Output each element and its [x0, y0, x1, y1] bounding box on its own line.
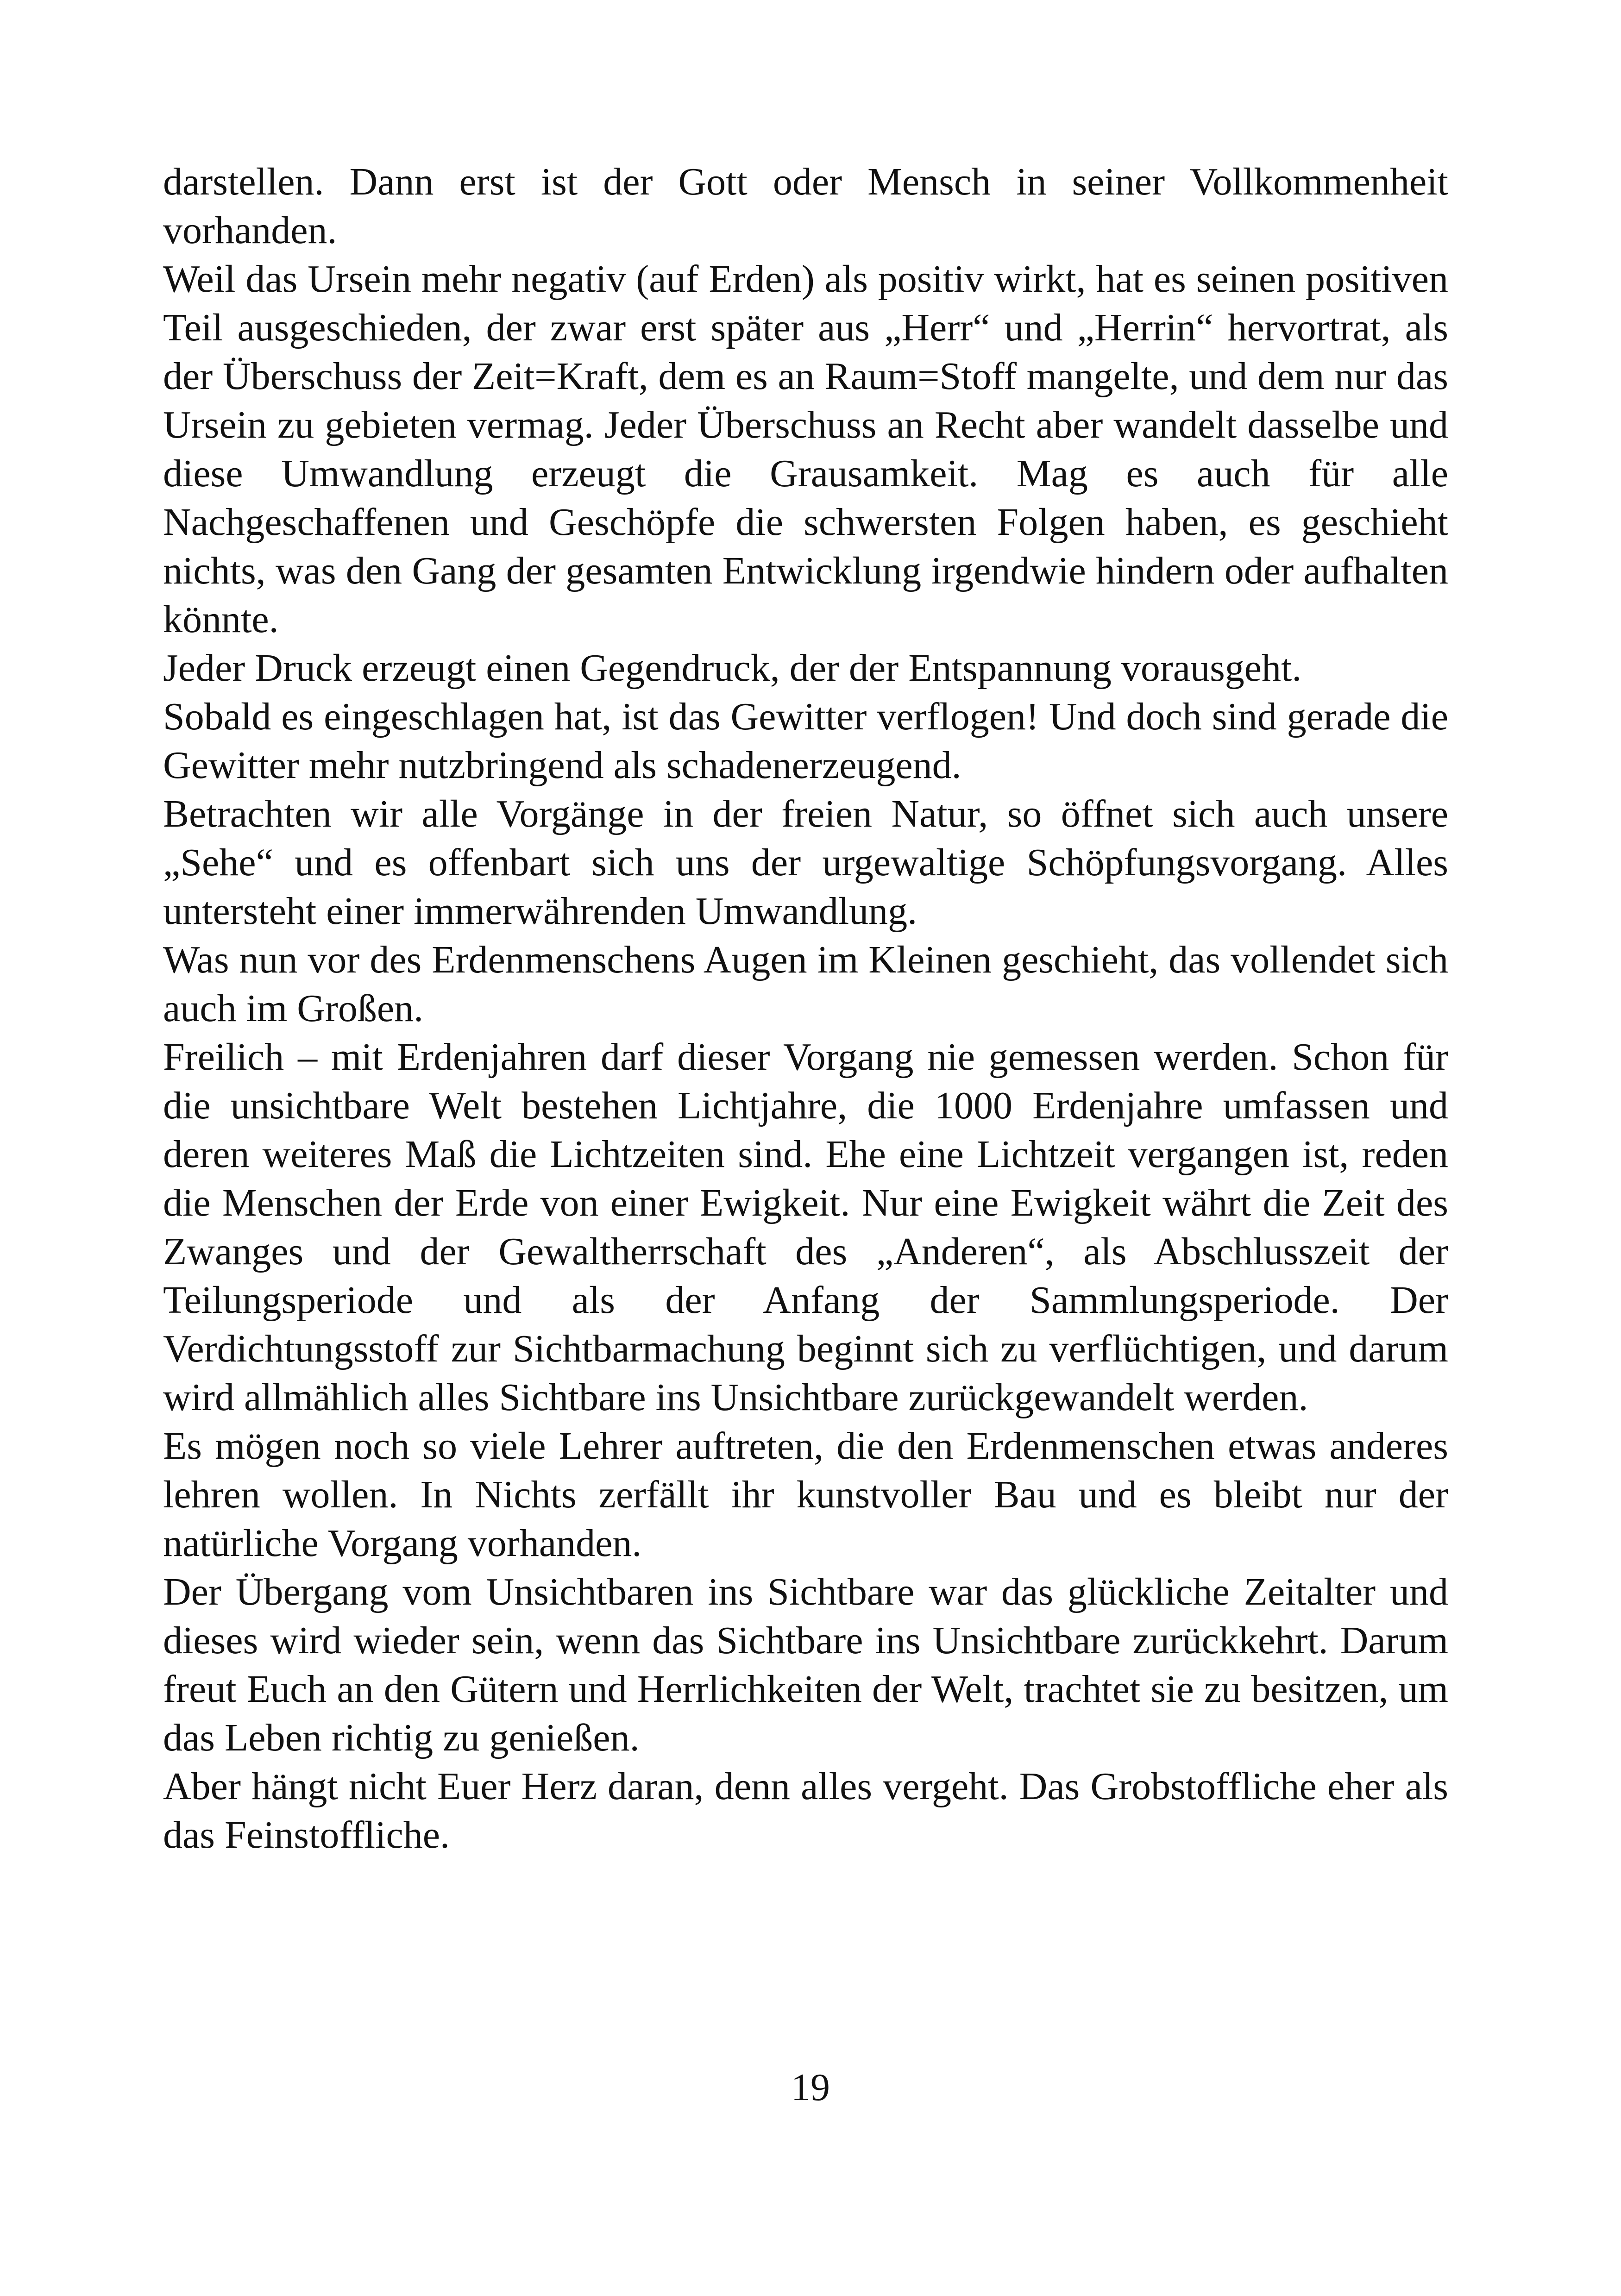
paragraph: Sobald es eingeschlagen hat, ist das Gewitter verflogen! Und doch sind gerade die Gewitter mehr nutzbringend als schadenerzeugend.	[163, 695, 1448, 787]
paragraph: Es mögen noch so viele Lehrer auftreten, die den Erdenmenschen etwas anderes lehren wollen. In Nichts zerfällt ihr kunstvoller Bau und es bleibt nur der natürliche Vorgang vorhanden.	[163, 1424, 1448, 1565]
paragraph: Aber hängt nicht Euer Herz daran, denn alles vergeht. Das Grobstoffliche eher als das Feinstoffliche.	[163, 1765, 1448, 1857]
paragraph: Was nun vor des Erdenmenschens Augen im Kleinen geschieht, das vollendet sich auch im Großen.	[163, 938, 1448, 1030]
paragraph: Freilich – mit Erdenjahren darf dieser Vorgang nie gemessen werden. Schon für die unsichtbare Welt bestehen Lichtjahre, die 1000 Erdenjahre umfassen und deren weiteres Maß die Lichtzeiten sind. Ehe eine Lichtzeit vergangen ist, reden die Menschen der Erde von einer Ewigkeit. Nur eine Ewigkeit währt die Zeit des Zwanges und der Gewaltherrschaft des „Anderen“, als Abschlusszeit der Teilungsperiode und als der Anfang der Sammlungsperiode. Der Verdichtungsstoff zur Sichtbarmachung beginnt sich zu verflüchtigen, und darum wird allmählich alles Sichtbare ins Unsichtbare zurückgewandelt werden.	[163, 1035, 1448, 1419]
paragraph: Weil das Ursein mehr negativ (auf Erden) als positiv wirkt, hat es seinen positiven Teil ausgeschieden, der zwar erst später aus „Herr“ und „Herrin“ hervortrat, als der Überschuss der Zeit=Kraft, dem es an Raum=Stoff mangelte, und dem nur das Ursein zu gebieten vermag. Jeder Überschuss an Recht aber wandelt dasselbe und diese Umwandlung erzeugt die Grausamkeit. Mag es auch für alle Nachgeschaffenen und Geschöpfe die schwersten Folgen haben, es geschieht nichts, was den Gang der gesamten Entwicklung irgendwie hindern oder aufhalten könnte.	[163, 257, 1448, 641]
paragraph: Jeder Druck erzeugt einen Gegendruck, der der Entspannung vorausgeht.	[163, 646, 1302, 690]
paragraph: Betrachten wir alle Vorgänge in der freien Natur, so öffnet sich auch unsere „Sehe“ und es offenbart sich uns der urgewaltige Schöpfungsvorgang. Alles untersteht einer immerwährenden Umwandlung.	[163, 792, 1448, 933]
body-text	[163, 157, 1448, 1859]
paragraph: Der Übergang vom Unsichtbaren ins Sichtbare war das glückliche Zeitalter und dieses wird wieder sein, wenn das Sichtbare ins Unsichtbare zurückkehrt. Darum freut Euch an den Gütern und Herrlichkeiten der Welt, trachtet sie zu besitzen, um das Leben richtig zu genießen.	[163, 1570, 1448, 1759]
page-number: 19	[791, 2066, 830, 2109]
paragraph: darstellen. Dann erst ist der Gott oder Mensch in seiner Vollkommenheit vorhanden.	[163, 160, 1448, 252]
